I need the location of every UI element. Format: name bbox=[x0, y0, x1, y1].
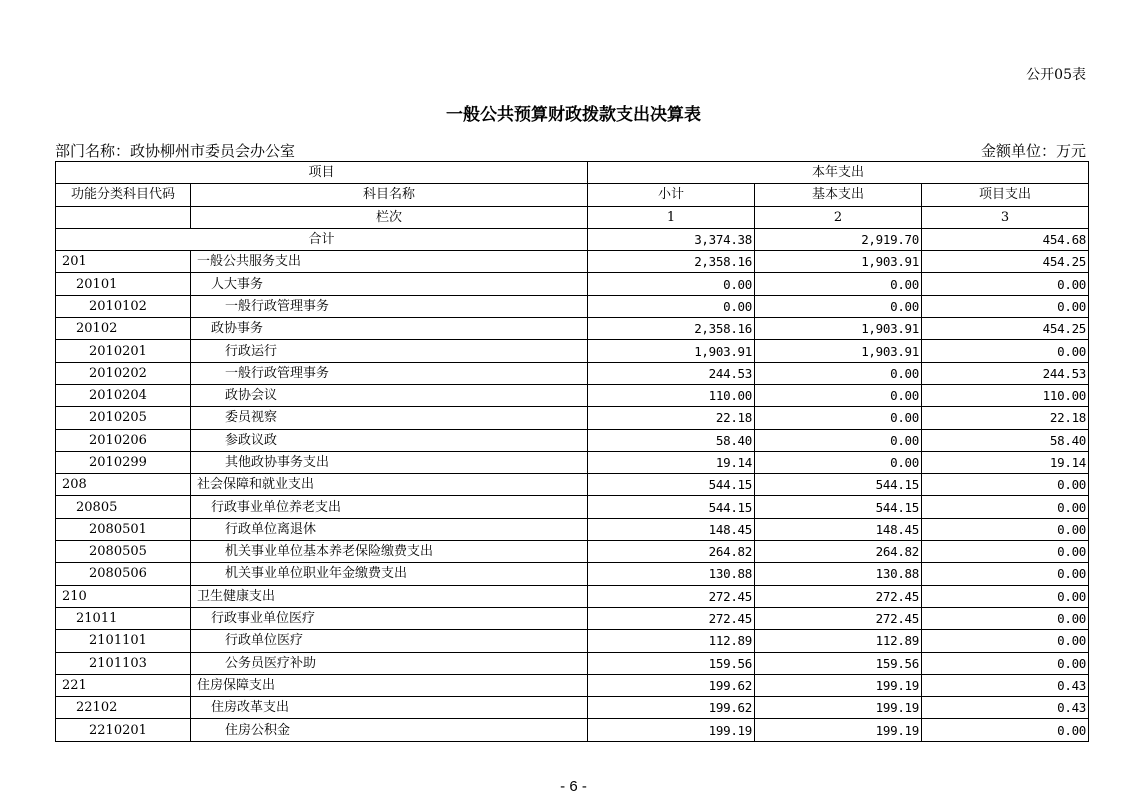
table-row bbox=[56, 496, 1089, 518]
amount-unit: 金额单位：万元 bbox=[980, 142, 1086, 160]
row-name: 行政事业单位养老支出 bbox=[191, 496, 588, 518]
row-name: 行政单位医疗 bbox=[191, 630, 588, 652]
row-project: 0.00 bbox=[922, 719, 1089, 741]
total-basic: 2,919.70 bbox=[755, 228, 922, 250]
row-name: 行政运行 bbox=[191, 340, 588, 362]
row-code: 2101103 bbox=[56, 652, 191, 674]
table-row bbox=[56, 295, 1089, 317]
row-project: 19.14 bbox=[922, 451, 1089, 473]
row-name: 机关事业单位职业年金缴费支出 bbox=[191, 563, 588, 585]
header-basic: 基本支出 bbox=[755, 184, 922, 206]
table-title: 一般公共预算财政拨款支出决算表 bbox=[446, 105, 701, 125]
row-basic: 148.45 bbox=[755, 518, 922, 540]
row-subtotal: 112.89 bbox=[588, 630, 755, 652]
table-row bbox=[56, 585, 1089, 607]
table-row bbox=[56, 451, 1089, 473]
row-basic: 199.19 bbox=[755, 719, 922, 741]
row-basic: 199.19 bbox=[755, 674, 922, 696]
row-subtotal: 199.62 bbox=[588, 697, 755, 719]
header-empty-cell bbox=[56, 206, 191, 228]
row-project: 0.43 bbox=[922, 697, 1089, 719]
row-subtotal: 264.82 bbox=[588, 541, 755, 563]
row-name: 委员视察 bbox=[191, 407, 588, 429]
table-row bbox=[56, 719, 1089, 741]
table-row bbox=[56, 541, 1089, 563]
row-subtotal: 544.15 bbox=[588, 474, 755, 496]
table-row bbox=[56, 630, 1089, 652]
table-row bbox=[56, 273, 1089, 295]
header-subtotal: 小计 bbox=[588, 184, 755, 206]
page-number: - 6 - bbox=[560, 778, 587, 795]
department-name: 部门名称：政协柳州市委员会办公室 bbox=[55, 142, 296, 160]
header-col-2: 2 bbox=[755, 206, 922, 228]
row-subtotal: 2,358.16 bbox=[588, 318, 755, 340]
row-project: 0.00 bbox=[922, 630, 1089, 652]
row-code: 210 bbox=[56, 585, 191, 607]
row-code: 20102 bbox=[56, 318, 191, 340]
table-row bbox=[56, 362, 1089, 384]
row-project: 0.00 bbox=[922, 585, 1089, 607]
row-basic: 264.82 bbox=[755, 541, 922, 563]
row-name: 一般行政管理事务 bbox=[191, 362, 588, 384]
row-basic: 0.00 bbox=[755, 362, 922, 384]
row-subtotal: 159.56 bbox=[588, 652, 755, 674]
row-name: 人大事务 bbox=[191, 273, 588, 295]
row-code: 2010299 bbox=[56, 451, 191, 473]
table-row bbox=[56, 340, 1089, 362]
row-name: 住房改革支出 bbox=[191, 697, 588, 719]
row-code: 2101101 bbox=[56, 630, 191, 652]
row-project: 0.00 bbox=[922, 496, 1089, 518]
header-name: 科目名称 bbox=[191, 184, 588, 206]
row-name: 公务员医疗补助 bbox=[191, 652, 588, 674]
table-row bbox=[56, 474, 1089, 496]
row-project: 0.00 bbox=[922, 295, 1089, 317]
row-project: 0.00 bbox=[922, 340, 1089, 362]
header-code: 功能分类科目代码 bbox=[56, 184, 191, 206]
row-code: 2010201 bbox=[56, 340, 191, 362]
row-basic: 544.15 bbox=[755, 496, 922, 518]
row-name: 一般公共服务支出 bbox=[191, 251, 588, 273]
row-name: 政协会议 bbox=[191, 384, 588, 406]
table-row bbox=[56, 697, 1089, 719]
row-project: 0.00 bbox=[922, 541, 1089, 563]
total-label: 合计 bbox=[56, 228, 588, 250]
header-row-3 bbox=[56, 206, 1089, 228]
header-row-1 bbox=[56, 162, 1089, 184]
row-name: 社会保障和就业支出 bbox=[191, 474, 588, 496]
row-code: 221 bbox=[56, 674, 191, 696]
row-project: 0.00 bbox=[922, 652, 1089, 674]
row-subtotal: 199.62 bbox=[588, 674, 755, 696]
row-basic: 0.00 bbox=[755, 384, 922, 406]
total-project: 454.68 bbox=[922, 228, 1089, 250]
total-row bbox=[56, 228, 1089, 250]
table-row bbox=[56, 251, 1089, 273]
row-basic: 1,903.91 bbox=[755, 318, 922, 340]
row-project: 22.18 bbox=[922, 407, 1089, 429]
row-project: 0.43 bbox=[922, 674, 1089, 696]
row-basic: 0.00 bbox=[755, 451, 922, 473]
row-name: 一般行政管理事务 bbox=[191, 295, 588, 317]
row-name: 住房公积金 bbox=[191, 719, 588, 741]
header-project: 项目 bbox=[56, 162, 588, 184]
row-subtotal: 148.45 bbox=[588, 518, 755, 540]
row-code: 2080505 bbox=[56, 541, 191, 563]
row-project: 454.25 bbox=[922, 251, 1089, 273]
row-subtotal: 272.45 bbox=[588, 607, 755, 629]
row-code: 21011 bbox=[56, 607, 191, 629]
row-basic: 199.19 bbox=[755, 697, 922, 719]
row-subtotal: 110.00 bbox=[588, 384, 755, 406]
row-basic: 272.45 bbox=[755, 607, 922, 629]
row-name: 行政单位离退休 bbox=[191, 518, 588, 540]
row-code: 2010205 bbox=[56, 407, 191, 429]
row-code: 208 bbox=[56, 474, 191, 496]
header-column-index: 栏次 bbox=[191, 206, 588, 228]
row-name: 住房保障支出 bbox=[191, 674, 588, 696]
header-col-1: 1 bbox=[588, 206, 755, 228]
row-project: 0.00 bbox=[922, 607, 1089, 629]
row-project: 0.00 bbox=[922, 518, 1089, 540]
row-code: 22102 bbox=[56, 697, 191, 719]
table-row bbox=[56, 607, 1089, 629]
row-code: 20101 bbox=[56, 273, 191, 295]
row-subtotal: 130.88 bbox=[588, 563, 755, 585]
table-row bbox=[56, 429, 1089, 451]
row-basic: 0.00 bbox=[755, 273, 922, 295]
row-name: 政协事务 bbox=[191, 318, 588, 340]
row-basic: 1,903.91 bbox=[755, 340, 922, 362]
row-code: 2010102 bbox=[56, 295, 191, 317]
row-code: 2010206 bbox=[56, 429, 191, 451]
row-code: 2080506 bbox=[56, 563, 191, 585]
table-row bbox=[56, 652, 1089, 674]
header-current-year: 本年支出 bbox=[588, 162, 1089, 184]
row-basic: 159.56 bbox=[755, 652, 922, 674]
row-name: 行政事业单位医疗 bbox=[191, 607, 588, 629]
table-row bbox=[56, 318, 1089, 340]
row-basic: 0.00 bbox=[755, 429, 922, 451]
row-project: 110.00 bbox=[922, 384, 1089, 406]
row-basic: 112.89 bbox=[755, 630, 922, 652]
header-col-3: 3 bbox=[922, 206, 1089, 228]
row-project: 0.00 bbox=[922, 563, 1089, 585]
table-row bbox=[56, 518, 1089, 540]
table-row bbox=[56, 407, 1089, 429]
row-project: 58.40 bbox=[922, 429, 1089, 451]
row-name: 卫生健康支出 bbox=[191, 585, 588, 607]
table-row bbox=[56, 674, 1089, 696]
row-subtotal: 19.14 bbox=[588, 451, 755, 473]
row-subtotal: 0.00 bbox=[588, 273, 755, 295]
row-basic: 272.45 bbox=[755, 585, 922, 607]
row-code: 2080501 bbox=[56, 518, 191, 540]
budget-table bbox=[55, 161, 1089, 742]
row-project: 454.25 bbox=[922, 318, 1089, 340]
table-row bbox=[56, 563, 1089, 585]
row-subtotal: 58.40 bbox=[588, 429, 755, 451]
row-code: 2210201 bbox=[56, 719, 191, 741]
row-project: 0.00 bbox=[922, 474, 1089, 496]
row-project: 0.00 bbox=[922, 273, 1089, 295]
row-name: 其他政协事务支出 bbox=[191, 451, 588, 473]
row-basic: 544.15 bbox=[755, 474, 922, 496]
header-row-2 bbox=[56, 184, 1089, 206]
row-basic: 0.00 bbox=[755, 295, 922, 317]
row-name: 机关事业单位基本养老保险缴费支出 bbox=[191, 541, 588, 563]
row-subtotal: 244.53 bbox=[588, 362, 755, 384]
row-subtotal: 199.19 bbox=[588, 719, 755, 741]
row-basic: 0.00 bbox=[755, 407, 922, 429]
table-row bbox=[56, 384, 1089, 406]
row-subtotal: 1,903.91 bbox=[588, 340, 755, 362]
row-basic: 1,903.91 bbox=[755, 251, 922, 273]
row-subtotal: 272.45 bbox=[588, 585, 755, 607]
row-basic: 130.88 bbox=[755, 563, 922, 585]
row-code: 20805 bbox=[56, 496, 191, 518]
row-subtotal: 544.15 bbox=[588, 496, 755, 518]
form-number: 公开05表 bbox=[1026, 67, 1086, 83]
row-subtotal: 2,358.16 bbox=[588, 251, 755, 273]
row-code: 2010202 bbox=[56, 362, 191, 384]
row-project: 244.53 bbox=[922, 362, 1089, 384]
header-project-expense: 项目支出 bbox=[922, 184, 1089, 206]
row-name: 参政议政 bbox=[191, 429, 588, 451]
row-subtotal: 22.18 bbox=[588, 407, 755, 429]
row-code: 2010204 bbox=[56, 384, 191, 406]
row-code: 201 bbox=[56, 251, 191, 273]
row-subtotal: 0.00 bbox=[588, 295, 755, 317]
total-subtotal: 3,374.38 bbox=[588, 228, 755, 250]
